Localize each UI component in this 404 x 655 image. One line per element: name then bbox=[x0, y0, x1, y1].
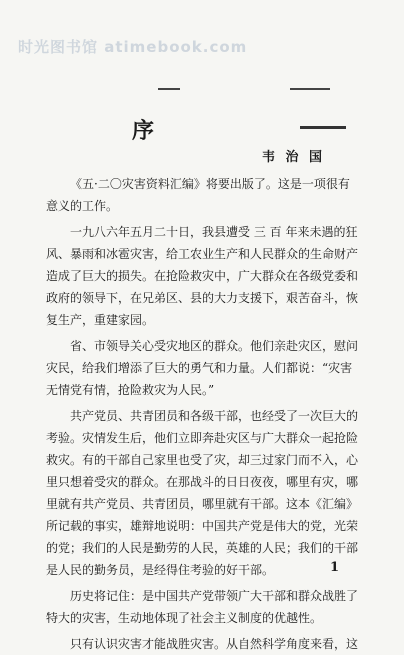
text-line: 《五·二〇灾害资料汇编》将要出版了。这是一项很有 bbox=[70, 177, 350, 191]
text-line: 的党；我们的人民是勤劳的人民，英雄的人民；我们的干部 bbox=[46, 541, 359, 555]
text-line: 救灾。有的干部自己家里也受了灾，却三过家门而不入，心 bbox=[46, 453, 359, 467]
text-line: 是人民的勤务员，是经得住考验的好干部。 bbox=[46, 563, 275, 577]
text-line: 特大的灾害，生动地体现了社会主义制度的优越性。 bbox=[46, 611, 323, 625]
text-line: 复生产，重建家园。 bbox=[46, 313, 155, 327]
text-line: 风、暴雨和冰雹灾害，给工农业生产和人民群众的生命财产 bbox=[46, 247, 359, 261]
text-line: 考验。灾情发生后，他们立即奔赴灾区与广大群众一起抢险 bbox=[46, 431, 359, 445]
author-name: 韦 治 国 bbox=[262, 150, 326, 165]
text-line: 里只想着受灾的群众。在那战斗的日日夜夜，哪里有灾，哪 bbox=[46, 475, 359, 489]
page-title: 序 bbox=[132, 118, 161, 144]
text-line: 灾民，给我们增添了巨大的勇气和力量。人们都说：“灾害 bbox=[46, 361, 353, 375]
body-text bbox=[46, 173, 368, 655]
text-line: 政府的领导下，在兄弟区、县的大力支援下，艰苦奋斗，恢 bbox=[46, 291, 359, 305]
text-line: 意义的工作。 bbox=[46, 199, 119, 213]
text-line: 所记载的事实，雄辩地说明：中国共产党是伟大的党，光荣 bbox=[46, 519, 359, 533]
text-line: 一九八六年五月二十日，我县遭受 三 百 年来未遇的狂 bbox=[70, 225, 358, 239]
decorative-rule bbox=[158, 88, 180, 90]
text-line: 省、市领导关心受灾地区的群众。他们亲赴灾区，慰问 bbox=[70, 339, 359, 353]
decorative-rule bbox=[290, 88, 330, 90]
page-number: 1 bbox=[330, 560, 340, 575]
title-dash bbox=[300, 126, 346, 129]
text-line: 共产党员、共青团员和各级干部，也经受了一次巨大的 bbox=[70, 409, 359, 423]
text-line: 造成了巨大的损失。在抢险救灾中，广大群众在各级党委和 bbox=[46, 269, 359, 283]
text-line: 无情党有情，抢险救灾为人民。” bbox=[46, 383, 215, 397]
text-line: 里就有共产党员、共青团员，哪里就有干部。这本《汇编》 bbox=[46, 497, 359, 511]
text-line: 历史将记住：是中国共产党带领广大干部和群众战胜了 bbox=[70, 589, 359, 603]
text-line: 只有认识灾害才能战胜灾害。从自然科学角度来看，这 bbox=[70, 637, 359, 651]
watermark: 时光图书馆 atimebook.com bbox=[18, 38, 248, 56]
